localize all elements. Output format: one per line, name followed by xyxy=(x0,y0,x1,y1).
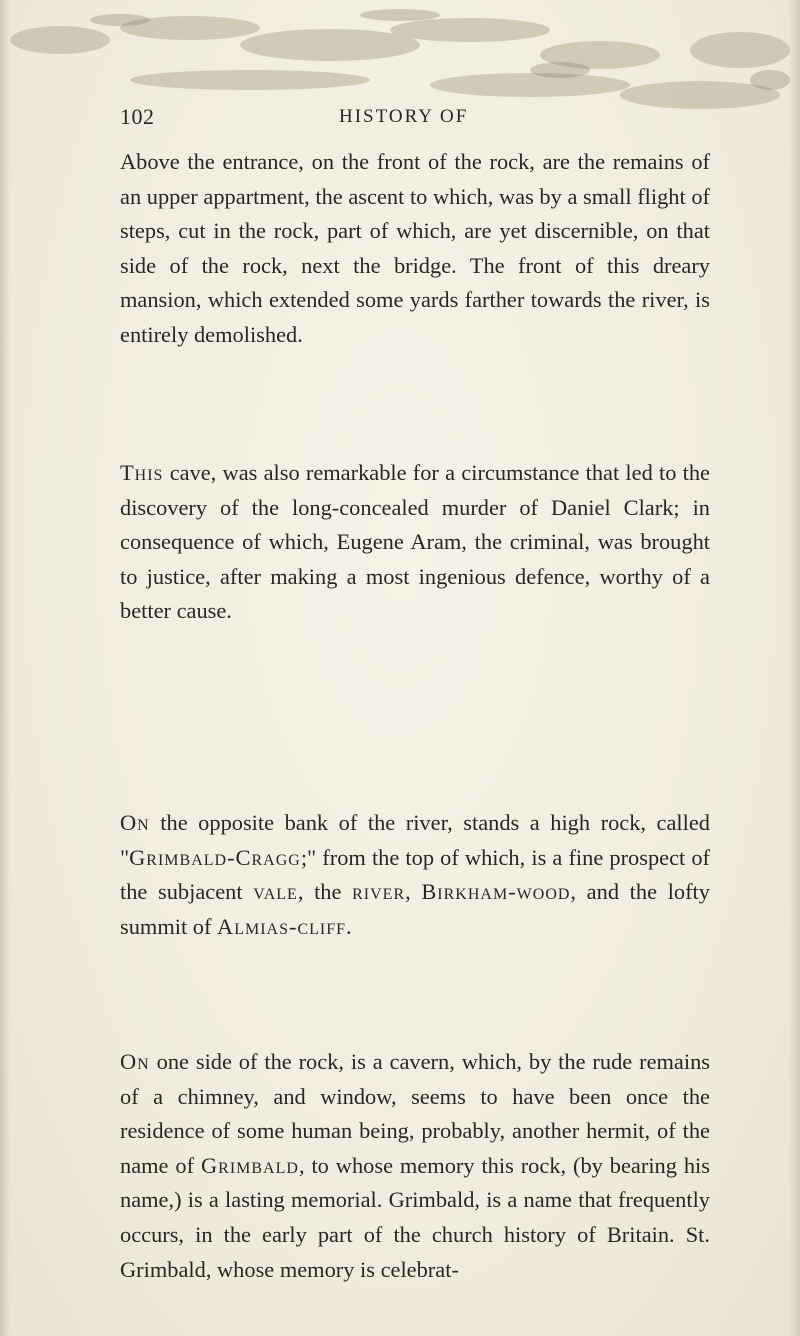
paragraph-2-text: cave, was also remarkable for a circumstance that led to the discovery of the long-concealed murder of Daniel Clark; in consequence of which, Eugene Aram, the criminal, was brought to justice, after making a most ingenious defence, worthy of a better cause. xyxy=(120,460,710,624)
bleed-through-smudge xyxy=(0,0,800,110)
paragraph-1 xyxy=(120,145,710,353)
paragraph-2 xyxy=(120,456,710,629)
paragraph-3-text: , the xyxy=(297,879,353,905)
place-name-birkham-wood: Birkham-wood xyxy=(421,879,571,905)
person-name-grimbald: Grimbald xyxy=(200,1152,299,1178)
place-name-grimbald-cragg: Grimbald-Cragg xyxy=(129,844,301,870)
right-page-edge xyxy=(788,0,800,1336)
running-head xyxy=(120,104,680,134)
paragraph-2-lead: This xyxy=(120,460,164,485)
running-title: HISTORY OF xyxy=(339,106,469,127)
paragraph-3 xyxy=(120,806,710,944)
paragraph-4-text: one side of the rock, is a cavern, which, by the rude remains of a chimney, and window, seems to have been once the residence of some human being, probably, another hermit, of the name of xyxy=(120,1049,710,1178)
paragraph-3-text: , xyxy=(405,879,422,905)
paragraph-4-lead: On xyxy=(120,1049,150,1074)
paragraph-4 xyxy=(120,1045,710,1287)
place-name-almias-cliff: Almias-cliff xyxy=(217,913,347,939)
paragraph-3-text: , and the lofty summit of xyxy=(120,879,710,939)
page-number: 102 xyxy=(120,104,155,129)
place-name-river: river xyxy=(352,879,406,905)
paragraph-3-lead: On xyxy=(120,810,150,835)
paragraph-3-text: . xyxy=(346,913,352,939)
paragraph-3-text: ;" from the top of which, is a fine prospect of the subjacent xyxy=(120,844,710,905)
left-page-edge xyxy=(0,0,10,1336)
paragraph-3-text: the opposite bank of the river, stands a high rock, called " xyxy=(120,810,710,870)
paragraph-1-text: Above the entrance, on the front of the rock, are the remains of an upper appartment, the ascent to which, was by a small flight of steps, cut in the rock, part of which, are yet discernible, on that side of the rock, next the bridge. The front of this dreary mansion, which extended some yards farther towards the river, is entirely demolished. xyxy=(120,149,710,347)
paragraph-4-text: , to whose memory this rock, (by bearing his name,) is a lasting memorial. Grimbald, is a name that frequently occurs, in the early part of the church history of Britain. St. Grimbald, whose memory is celebrat- xyxy=(120,1152,710,1282)
place-name-vale: vale xyxy=(253,879,298,905)
